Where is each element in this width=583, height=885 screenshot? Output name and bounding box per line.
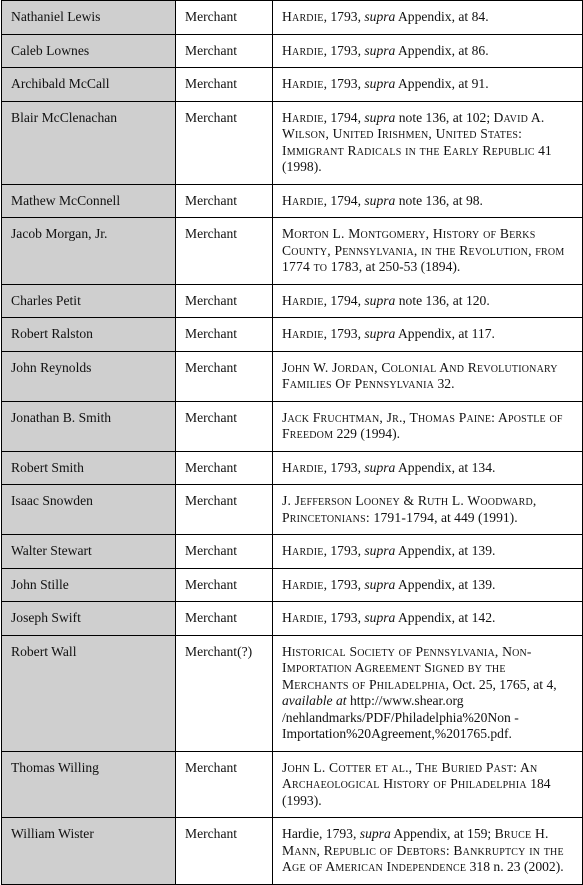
source-cell	[273, 184, 583, 218]
table-row	[2, 401, 583, 451]
citation-segment: supra	[364, 576, 396, 592]
table-row	[2, 34, 583, 68]
name-cell: Caleb Lownes	[2, 34, 176, 68]
occupation-cell: Merchant	[176, 751, 273, 818]
table-row	[2, 101, 583, 184]
citation-segment: Hardie	[282, 42, 324, 58]
source-cell	[273, 568, 583, 602]
citation-segment: John L. Cotter et al., The Buried Past: An Archaeological History of Philadelphia	[282, 759, 538, 791]
table-row	[2, 1, 583, 35]
citation-segment: , 1793,	[323, 76, 365, 91]
occupation-cell: Merchant	[176, 535, 273, 569]
citation-segment: Appendix, at 139.	[395, 576, 496, 592]
occupation-cell: Merchant	[176, 451, 273, 485]
table-body	[2, 1, 583, 885]
citation-segment: , 1794,	[323, 292, 365, 308]
occupation-cell: Merchant	[176, 34, 273, 68]
citation-segment: supra	[364, 292, 396, 308]
source-cell	[273, 635, 583, 751]
name-cell: Isaac Snowden	[2, 485, 176, 535]
citation-segment: Hardie	[282, 610, 324, 625]
name-cell: Jacob Morgan, Jr.	[2, 218, 176, 285]
citation-segment: 318 n. 23 (2002).	[466, 859, 564, 874]
occupation-cell: Merchant(?)	[176, 635, 273, 751]
citation-segment: Hardie	[282, 9, 324, 24]
citation-segment: , 1793,	[323, 543, 365, 558]
citation-segment: Morton L. Montgomery, History of Berks County, Pennsylvania, in the Revolution, from 1774 to 1783	[282, 226, 565, 274]
occupation-cell: Merchant	[176, 602, 273, 636]
source-cell	[273, 284, 583, 318]
citation-segment: Hardie	[282, 576, 324, 592]
citation-segment: John W. Jordan, Colonial And Revolutionary Families Of Pennsylvania	[282, 359, 558, 391]
citation-segment: , 1793,	[323, 9, 365, 24]
table-row	[2, 184, 583, 218]
citation-segment: , Oct. 25, 1765, at 4,	[445, 676, 557, 692]
citation-segment: Appendix, at 84.	[395, 9, 489, 24]
citation-segment: Hardie	[282, 109, 324, 125]
citation-segment: , 1793,	[323, 610, 365, 625]
occupation-cell: Merchant	[176, 101, 273, 184]
citation-segment: supra	[364, 42, 396, 58]
citation-segment: supra	[364, 192, 396, 208]
occupation-cell: Merchant	[176, 68, 273, 102]
name-cell: Nathaniel Lewis	[2, 1, 176, 35]
citation-segment: Appendix, at 139.	[395, 543, 496, 558]
source-cell	[273, 602, 583, 636]
citation-segment: supra	[364, 326, 396, 341]
name-cell: Charles Petit	[2, 284, 176, 318]
citation-segment: 184 (1993).	[282, 776, 551, 808]
name-cell: John Reynolds	[2, 351, 176, 401]
occupation-cell: Merchant	[176, 318, 273, 352]
source-cell	[273, 818, 583, 885]
name-cell: Robert Smith	[2, 451, 176, 485]
citation-segment: note 136, at 120.	[395, 292, 490, 308]
citation-segment: supra	[359, 826, 391, 841]
citation-segment: available at	[282, 693, 347, 708]
table-row	[2, 568, 583, 602]
source-cell	[273, 485, 583, 535]
source-cell	[273, 401, 583, 451]
citation-segment: Appendix, at 134.	[395, 459, 496, 475]
source-cell	[273, 751, 583, 818]
citation-segment: note 136, at 102;	[395, 109, 494, 125]
source-cell	[273, 351, 583, 401]
citation-segment: Appendix, at 91.	[395, 76, 489, 91]
source-cell	[273, 535, 583, 569]
citation-segment: , 1793,	[323, 326, 365, 341]
occupation-cell: Merchant	[176, 1, 273, 35]
name-cell: Joseph Swift	[2, 602, 176, 636]
table-row	[2, 635, 583, 751]
citation-segment: David A. Wilson, United Irishmen, United States: Immigrant Radicals in the Early Republic	[282, 109, 545, 158]
name-cell: Mathew McConnell	[2, 184, 176, 218]
citation-segment: Hardie	[282, 192, 324, 208]
table-row	[2, 351, 583, 401]
source-cell	[273, 451, 583, 485]
table-row	[2, 68, 583, 102]
table-row	[2, 284, 583, 318]
citation-segment: 229 (1994).	[333, 426, 401, 441]
source-cell	[273, 34, 583, 68]
name-cell: William Wister	[2, 818, 176, 885]
citation-segment: supra	[364, 543, 396, 558]
name-cell: Thomas Willing	[2, 751, 176, 818]
source-cell	[273, 101, 583, 184]
citation-segment: Hardie	[282, 459, 324, 475]
name-cell: Blair McClenachan	[2, 101, 176, 184]
citation-segment: supra	[364, 109, 396, 125]
name-cell: Robert Wall	[2, 635, 176, 751]
table-row	[2, 751, 583, 818]
citation-segment: J. Jefferson Looney & Ruth L. Woodward, Princetonians: 1791-1794	[282, 493, 537, 525]
occupation-cell: Merchant	[176, 184, 273, 218]
citation-segment: Appendix, at 117.	[395, 326, 495, 341]
citation-segment: Appendix, at 86.	[395, 42, 489, 58]
name-cell: Walter Stewart	[2, 535, 176, 569]
table-row	[2, 318, 583, 352]
citation-segment: , 1794,	[323, 192, 365, 208]
citation-segment: Jack Fruchtman, Jr., Thomas Paine: Apostle of Freedom	[282, 409, 563, 441]
citation-segment: , 1793,	[323, 42, 365, 58]
name-cell: Archibald McCall	[2, 68, 176, 102]
citation-segment: , 1793,	[323, 459, 365, 475]
citation-segment: http://www.shear.org /nehlandmarks/PDF/Philadelphia%20Non -Importation%20Agreement,%201765.pdf.	[282, 693, 519, 741]
citation-segment: Hardie, 1793,	[282, 826, 360, 841]
occupation-cell: Merchant	[176, 485, 273, 535]
citation-segment: , 1794,	[323, 109, 365, 125]
table-row	[2, 218, 583, 285]
table-row	[2, 451, 583, 485]
document-page	[1, 0, 582, 885]
citation-segment: supra	[364, 610, 396, 625]
source-cell	[273, 68, 583, 102]
citation-segment: Hardie	[282, 326, 324, 341]
citation-segment: Hardie	[282, 292, 324, 308]
table-row	[2, 818, 583, 885]
citation-segment: Hardie	[282, 543, 324, 558]
occupation-cell: Merchant	[176, 284, 273, 318]
citation-segment: 41 (1998).	[282, 142, 552, 174]
citation-segment: , at 449 (1991).	[434, 509, 518, 525]
table-row	[2, 602, 583, 636]
occupation-cell: Merchant	[176, 218, 273, 285]
occupation-cell: Merchant	[176, 351, 273, 401]
occupation-cell: Merchant	[176, 401, 273, 451]
occupation-cell: Merchant	[176, 818, 273, 885]
citation-segment: Hardie	[282, 76, 324, 91]
source-cell	[273, 318, 583, 352]
citation-segment: supra	[364, 76, 396, 91]
source-cell	[273, 1, 583, 35]
name-cell: John Stille	[2, 568, 176, 602]
citation-segment: Bruce H. Mann, Republic of Debtors: Bankruptcy in the Age of American Independence	[282, 826, 564, 874]
merchants-table	[1, 0, 583, 885]
source-cell	[273, 218, 583, 285]
name-cell: Robert Ralston	[2, 318, 176, 352]
citation-segment: supra	[364, 459, 396, 475]
citation-segment: , at 250-53 (1894).	[358, 259, 461, 274]
citation-segment: , 1793,	[323, 576, 365, 592]
citation-segment: supra	[364, 9, 396, 24]
table-row	[2, 485, 583, 535]
citation-segment: note 136, at 98.	[395, 192, 483, 208]
citation-segment: Historical Society of Pennsylvania, Non-Importation Agreement Signed by the Merchants of Philadelphia	[282, 643, 532, 692]
citation-segment: Appendix, at 159;	[390, 826, 495, 841]
table-row	[2, 535, 583, 569]
citation-segment: Appendix, at 142.	[395, 610, 496, 625]
citation-segment: 32.	[434, 376, 455, 391]
occupation-cell: Merchant	[176, 568, 273, 602]
name-cell: Jonathan B. Smith	[2, 401, 176, 451]
